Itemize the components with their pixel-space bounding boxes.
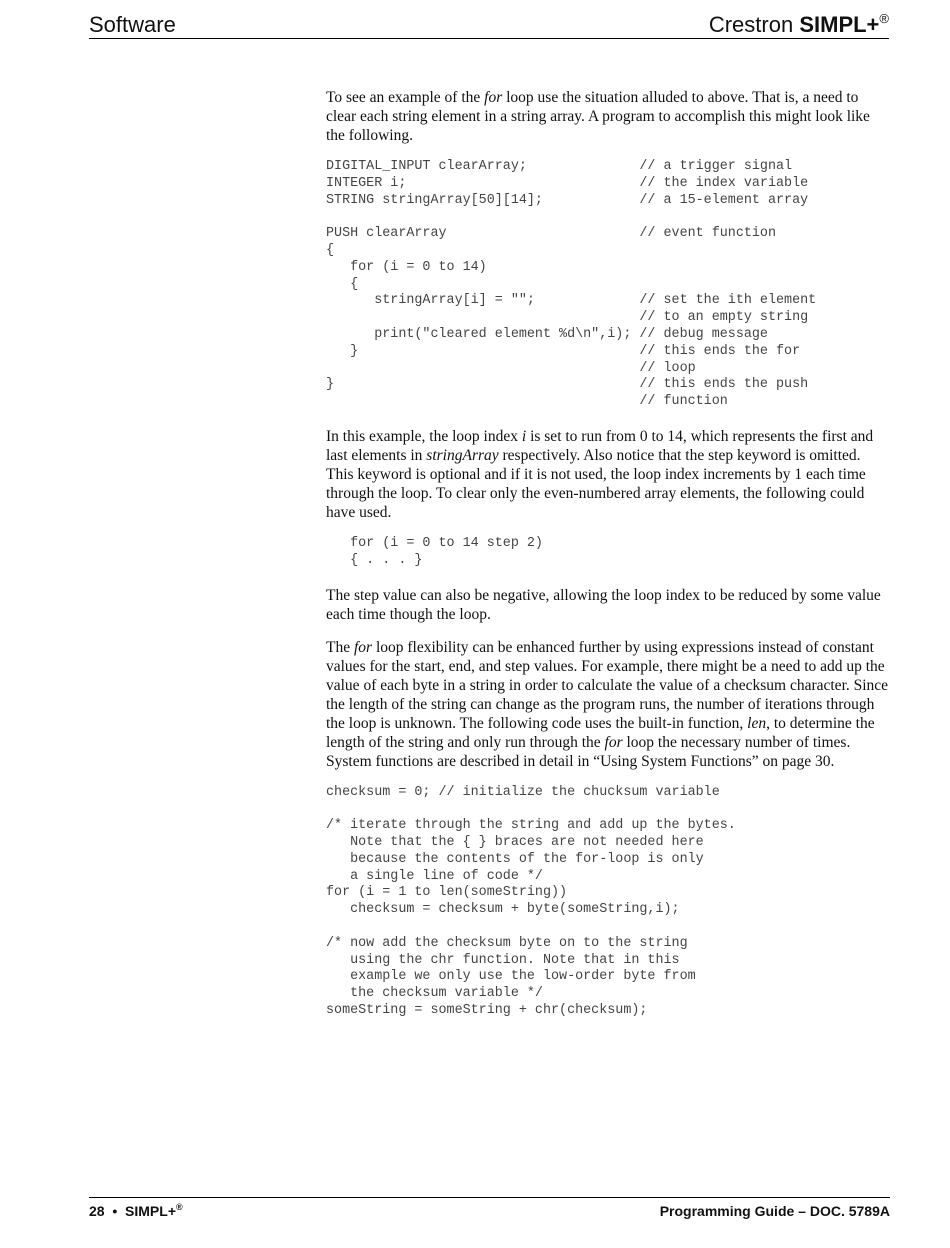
italic-variable: stringArray bbox=[426, 446, 499, 464]
header-section-title: Software bbox=[89, 12, 176, 37]
header-product-title bbox=[709, 12, 889, 38]
text-run: is set to run from 0 to 14, which represents the first and last elements in bbox=[326, 427, 874, 464]
code-line: a single line of code */ bbox=[326, 868, 543, 884]
italic-keyword: for bbox=[484, 89, 503, 106]
explanation-paragraph bbox=[326, 427, 891, 522]
code-line: } // this ends the for bbox=[326, 343, 801, 359]
bullet-separator: • bbox=[112, 1203, 118, 1219]
italic-keyword: for bbox=[353, 638, 373, 656]
code-line: // to an empty string bbox=[326, 310, 809, 326]
header-product-name: SIMPL+ bbox=[799, 12, 880, 37]
text-run: loop use the situation alluded to above. That is, a need to clear each string element in a string array. A program to accomplish this might look like the following. bbox=[326, 89, 870, 144]
italic-keyword: for bbox=[604, 733, 623, 751]
header-brand: Crestron bbox=[708, 12, 800, 37]
code-line: } // this ends the push bbox=[326, 377, 809, 393]
code-line: example we only use the low-order byte from bbox=[326, 969, 696, 985]
text-run: To see an example of the bbox=[326, 89, 485, 106]
page-number: 28 bbox=[89, 1203, 105, 1219]
text-run: The bbox=[326, 638, 354, 656]
page-header bbox=[89, 10, 889, 39]
code-line: for (i = 1 to len(someString)) bbox=[326, 885, 568, 901]
code-line: // loop bbox=[326, 360, 696, 376]
footer-page-info bbox=[89, 1203, 183, 1219]
code-block-step bbox=[326, 536, 891, 570]
code-line: checksum = 0; // initialize the chucksum variable bbox=[326, 784, 720, 800]
code-line: print("cleared element %d\n",i); // debug message bbox=[326, 326, 768, 342]
code-line: DIGITAL_INPUT clearArray; // a trigger signal bbox=[326, 159, 793, 174]
step-paragraph: The step value can also be negative, allowing the loop index to be reduced by some value each time though the loop. bbox=[326, 586, 881, 623]
code-line bbox=[326, 801, 891, 818]
code-line: { bbox=[326, 276, 359, 292]
code-line: the checksum variable */ bbox=[326, 986, 543, 1002]
footer-doc-title: Programming Guide – DOC. 5789A bbox=[659, 1203, 890, 1219]
code-line: INTEGER i; // the index variable bbox=[326, 175, 809, 191]
code-line: Note that the { } braces are not needed here bbox=[326, 834, 704, 850]
text-run: loop flexibility can be enhanced further by using expressions instead of constant values for the start, end, and step values. For example, there might be a need to add up the value of each byte in a string in order to calculate the value of a checksum character. Since the length of the string can change as the program runs, the number of iterations through the loop is unknown. The following code uses the built-in function, bbox=[326, 638, 889, 732]
code-block-checksum bbox=[326, 785, 891, 1020]
page-footer bbox=[89, 1197, 890, 1228]
code-line: PUSH clearArray // event function bbox=[326, 226, 776, 242]
code-line: { . . . } bbox=[326, 552, 423, 568]
text-run: , to determine the length of the string and only run through the bbox=[326, 714, 875, 751]
code-line: using the chr function. Note that in this bbox=[326, 952, 680, 968]
code-line: because the contents of the for-loop is only bbox=[326, 851, 704, 867]
flexibility-paragraph bbox=[326, 638, 891, 771]
code-line bbox=[326, 919, 891, 936]
code-line: { bbox=[326, 242, 335, 258]
page-body bbox=[326, 88, 891, 1036]
code-line: for (i = 0 to 14) bbox=[326, 259, 487, 275]
code-line: STRING stringArray[50][14]; // a 15-element array bbox=[326, 192, 809, 208]
footer-registered-mark: ® bbox=[176, 1202, 183, 1212]
text-run: respectively. Also notice that the step keyword is omitted. This keyword is optional and if it is not used, the loop index increments by 1 each time through the loop. To clear only the even-numbered array elements, the following could have used. bbox=[326, 446, 866, 521]
code-line: checksum = checksum + byte(someString,i); bbox=[326, 902, 680, 918]
code-block-clear-array bbox=[326, 159, 891, 411]
code-line: someString = someString + chr(checksum); bbox=[326, 1002, 648, 1018]
intro-paragraph bbox=[326, 88, 891, 145]
code-line: /* now add the checksum byte on to the string bbox=[326, 935, 688, 951]
code-line bbox=[326, 209, 891, 226]
header-registered-mark: ® bbox=[879, 11, 889, 26]
code-line: /* iterate through the string and add up the bytes. bbox=[326, 818, 736, 834]
text-run: In this example, the loop index bbox=[326, 427, 522, 445]
text-run: loop the necessary number of times. System functions are described in detail in “Using System Functions” on page 30. bbox=[326, 733, 851, 770]
italic-variable: i bbox=[521, 427, 527, 445]
footer-product: SIMPL+ bbox=[125, 1203, 177, 1219]
code-line: stringArray[i] = ""; // set the ith element bbox=[326, 293, 817, 309]
code-line: for (i = 0 to 14 step 2) bbox=[326, 535, 543, 551]
code-line: // function bbox=[326, 394, 728, 410]
italic-function: len bbox=[747, 714, 767, 732]
